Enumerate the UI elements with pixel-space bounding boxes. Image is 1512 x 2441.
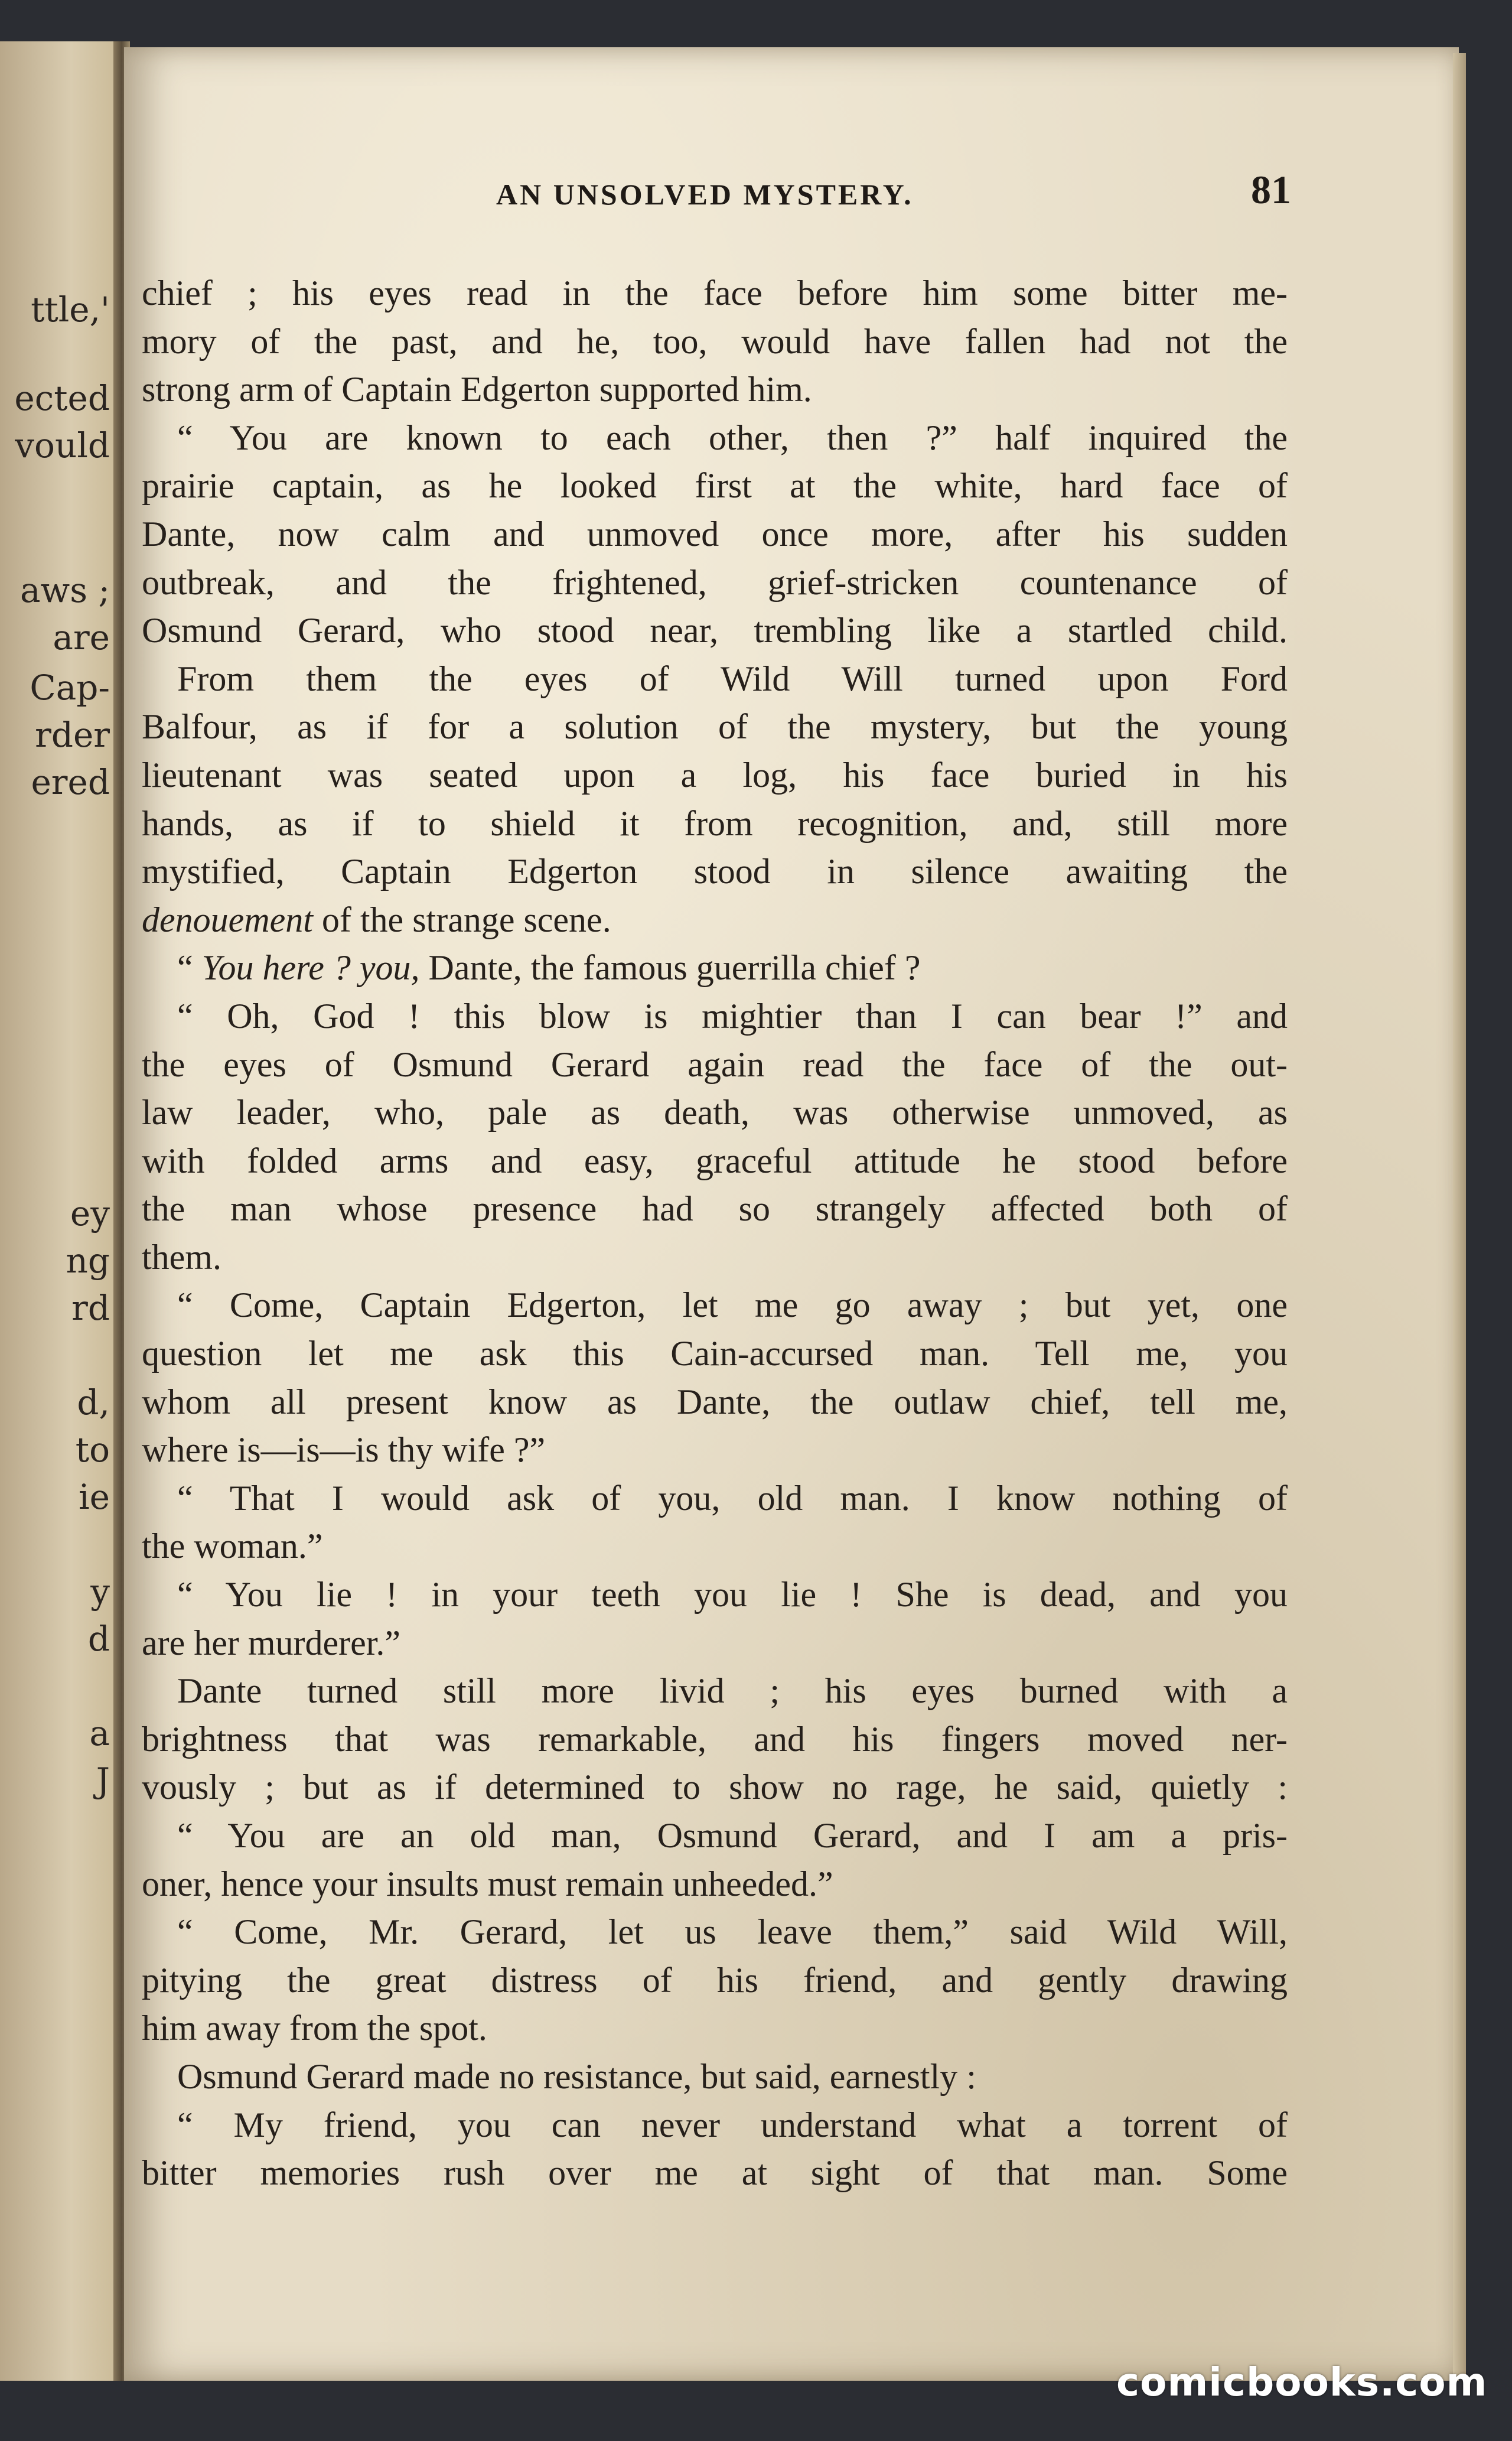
- left-page-text-fragment: d: [87, 1619, 110, 1659]
- text-line: prairie captain, as he looked first at the white, hard face of: [142, 466, 1288, 506]
- text-line: Dante turned still more livid ; his eyes burned with a: [177, 1671, 1288, 1711]
- text-line: where is—is—is thy wife ?”: [142, 1430, 546, 1470]
- text-line: law leader, who, pale as death, was otherwise unmoved, as: [142, 1093, 1288, 1132]
- left-page-text-fragment: ie: [79, 1477, 110, 1517]
- left-page-text-fragment: to: [75, 1430, 110, 1470]
- text-line: pitying the great distress of his friend, and gently drawing: [142, 1960, 1288, 2000]
- text-line: Dante, now calm and unmoved once more, after his sudden: [142, 514, 1288, 554]
- text-line: mory of the past, and he, too, would have fallen had not the: [142, 321, 1288, 361]
- text-line: bitter memories rush over me at sight of that man. Some: [142, 2153, 1288, 2193]
- text-line: “ Oh, God ! this blow is mightier than I can bear !” and: [177, 996, 1288, 1036]
- left-page-text-fragment: rd: [71, 1288, 110, 1328]
- text-line: “ You here ? you, Dante, the famous guerrilla chief ?: [177, 948, 921, 988]
- text-line: “ You are an old man, Osmund Gerard, and I am a pris-: [177, 1816, 1288, 1855]
- text-line: whom all present know as Dante, the outlaw chief, tell me,: [142, 1382, 1288, 1421]
- text-line: the man whose presence had so strangely affected both of: [142, 1189, 1288, 1229]
- text-line: chief ; his eyes read in the face before him some bitter me-: [142, 274, 1288, 313]
- text-line: with folded arms and easy, graceful attitude he stood before: [142, 1141, 1288, 1180]
- text-line: oner, hence your insults must remain unheeded.”: [142, 1864, 833, 1903]
- text-line: denouement of the strange scene.: [142, 900, 611, 939]
- left-page-text-fragment: ected: [14, 378, 110, 418]
- text-line: brightness that was remarkable, and his fingers moved ner-: [142, 1719, 1288, 1759]
- text-line: the eyes of Osmund Gerard again read the face of the out-: [142, 1044, 1288, 1084]
- text-line: hands, as if to shield it from recognition, and, still more: [142, 803, 1288, 843]
- text-line: Osmund Gerard, who stood near, trembling like a startled child.: [142, 611, 1288, 650]
- text-line: “ That I would ask of you, old man. I know nothing of: [177, 1478, 1288, 1518]
- page-edge: [1453, 53, 1466, 2375]
- running-head: AN UNSOLVED MYSTERY.: [496, 178, 914, 211]
- text-line: From them the eyes of Wild Will turned upon Ford: [177, 659, 1288, 698]
- text-line: “ My friend, you can never understand what a torrent of: [177, 2105, 1288, 2144]
- left-page-text-fragment: Cap-: [30, 668, 110, 708]
- text-line: him away from the spot.: [142, 2009, 487, 2048]
- text-line: “ You lie ! in your teeth you lie ! She is dead, and you: [177, 1575, 1288, 1615]
- left-page-text-fragment: ttle,': [31, 289, 110, 330]
- body-text: [142, 269, 1288, 2198]
- left-page-text-fragment: a: [89, 1713, 110, 1753]
- left-page-text-fragment: ey: [70, 1193, 110, 1233]
- text-line: the woman.”: [142, 1527, 323, 1566]
- page-number: 81: [1251, 167, 1291, 212]
- left-page-text-fragment: d,: [77, 1382, 110, 1423]
- text-line: Osmund Gerard made no resistance, but said, earnestly :: [177, 2056, 976, 2096]
- left-page-text-fragment: J: [96, 1760, 110, 1801]
- text-line: “ Come, Captain Edgerton, let me go away ; but yet, one: [177, 1285, 1288, 1325]
- text-line: Balfour, as if for a solution of the mystery, but the young: [142, 707, 1288, 747]
- text-line: outbreak, and the frightened, grief-stricken countenance of: [142, 562, 1288, 602]
- left-page-text-fragment: rder: [35, 715, 110, 755]
- text-line: “ You are known to each other, then ?” half inquired the: [177, 418, 1288, 457]
- left-page-text-fragment: aws ;: [20, 570, 110, 610]
- text-line: vously ; but as if determined to show no rage, he said, quietly :: [142, 1768, 1288, 1807]
- text-line: mystified, Captain Edgerton stood in silence awaiting the: [142, 852, 1288, 891]
- text-line: strong arm of Captain Edgerton supported him.: [142, 370, 812, 409]
- left-page-text-fragment: y: [90, 1571, 110, 1612]
- text-line: question let me ask this Cain-accursed man. Tell me, you: [142, 1334, 1288, 1374]
- text-line: lieutenant was seated upon a log, his face buried in his: [142, 755, 1288, 795]
- left-page-text-fragment: ered: [31, 762, 110, 802]
- text-line: them.: [142, 1237, 221, 1277]
- left-page-text-fragment: vould: [15, 425, 110, 466]
- left-page-text-fragment: ng: [66, 1241, 110, 1281]
- left-page-text-fragment: are: [53, 617, 110, 658]
- left-facing-page: [0, 41, 118, 2381]
- text-line: are her murderer.”: [142, 1623, 401, 1662]
- text-line: “ Come, Mr. Gerard, let us leave them,” said Wild Will,: [177, 1912, 1288, 1952]
- site-watermark: comicbooks.com: [1116, 2359, 1488, 2405]
